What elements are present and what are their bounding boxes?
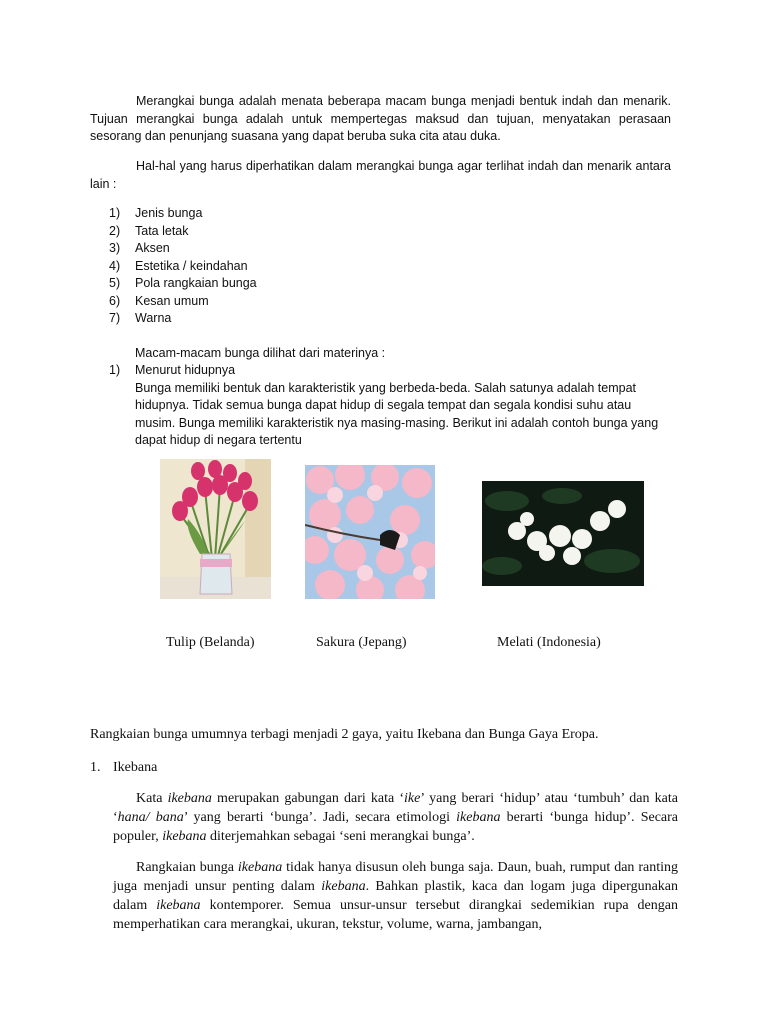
tulip-photo (160, 459, 271, 599)
considerations-intro: Hal-hal yang harus diperhatikan dalam merangkai bunga agar terlihat indah dan menarik antara lain : (90, 159, 671, 191)
tulip-image (160, 459, 271, 599)
type-item-living (90, 362, 671, 450)
checklist-number: 5) (109, 276, 121, 290)
checklist-item (90, 205, 671, 223)
type-item-title: Menurut hidupnya (135, 363, 236, 377)
checklist-number: 6) (109, 293, 121, 308)
checklist-number: 1) (109, 206, 121, 220)
type-item-body: Bunga memiliki bentuk dan karakteristik yang berbeda-beda. Salah satunya adalah tempat hidupnya. Tidak semua bunga dapat hidup di segala tempat dan segala kondisi suhu atau musim. Bunga memiliki karakteristik nya masing-masing. Berikut ini adalah contoh bunga yang dapat hidup di negara tertentu (135, 380, 659, 447)
checklist-item (90, 310, 671, 328)
type-item-number: 1) (109, 363, 121, 377)
types-heading: Macam-macam bunga dilihat dari materinya : (135, 346, 386, 360)
sakura-photo (305, 465, 435, 599)
intro-paragraph: Merangkai bunga adalah menata beberapa macam bunga menjadi bentuk indah dan menarik. Tujuan merangkai bunga adalah untuk mempertegas maksud dan tujuan, menyatakan perasaan sesorang dan penunjang suasana yang dapat beruba suka cita atau duka. (90, 94, 671, 143)
checklist-number: 2) (109, 223, 121, 238)
checklist-text: Aksen (135, 241, 170, 255)
ikebana-paragraph-2: Rangkaian bunga ikebana tidak hanya disusun oleh bunga saja. Daun, buah, rumput dan ranting juga menjadi unsur penting dalam ikebana. Bahkan plastik, kaca dan logam juga dipergunakan dalam ikebana kontemporer. Semua unsur-unsur tersebut dirangkai sedemikian rupa dengan memperhatikan cara merangkai, ukuran, tekstur, volume, warna, jambangan, (113, 860, 678, 932)
considerations-list (90, 205, 671, 328)
checklist-item (90, 275, 671, 293)
figure-caption-tulip: Tulip (Belanda) (166, 635, 255, 650)
ikebana-number: 1. (90, 760, 101, 775)
ikebana-heading (90, 758, 158, 777)
checklist-text: Tata letak (135, 223, 189, 238)
figure-caption-sakura: Sakura (Jepang) (316, 635, 407, 650)
checklist-text: Estetika / keindahan (135, 258, 248, 273)
checklist-text: Warna (135, 311, 172, 325)
checklist-number: 3) (109, 241, 121, 255)
jasmine-image (482, 481, 644, 586)
sakura-image (305, 465, 435, 599)
checklist-text: Pola rangkaian bunga (135, 276, 257, 290)
checklist-text: Jenis bunga (135, 206, 203, 220)
checklist-number: 4) (109, 258, 121, 273)
ikebana-title: Ikebana (113, 760, 158, 775)
checklist-item (90, 240, 671, 258)
ikebana-paragraph-1: Kata ikebana merupakan gabungan dari kata ‘ike’ yang berari ‘hidup’ atau ‘tumbuh’ dan kata ‘hana/ bana’ yang berarti ‘bunga’. Jadi, secara etimologi ikebana berarti ‘bunga hidup’. Secara populer, ikebana diterjemahkan sebagai ‘seni merangkai bunga’. (113, 791, 678, 844)
checklist-item (90, 293, 671, 311)
figure-caption-melati: Melati (Indonesia) (497, 635, 601, 650)
checklist-number: 7) (109, 311, 121, 325)
jasmine-photo (482, 481, 644, 586)
checklist-item (90, 258, 671, 276)
checklist-text: Kesan umum (135, 293, 209, 308)
checklist-item (90, 223, 671, 241)
styles-intro: Rangkaian bunga umumnya terbagi menjadi 2 gaya, yaitu Ikebana dan Bunga Gaya Eropa. (90, 727, 599, 742)
